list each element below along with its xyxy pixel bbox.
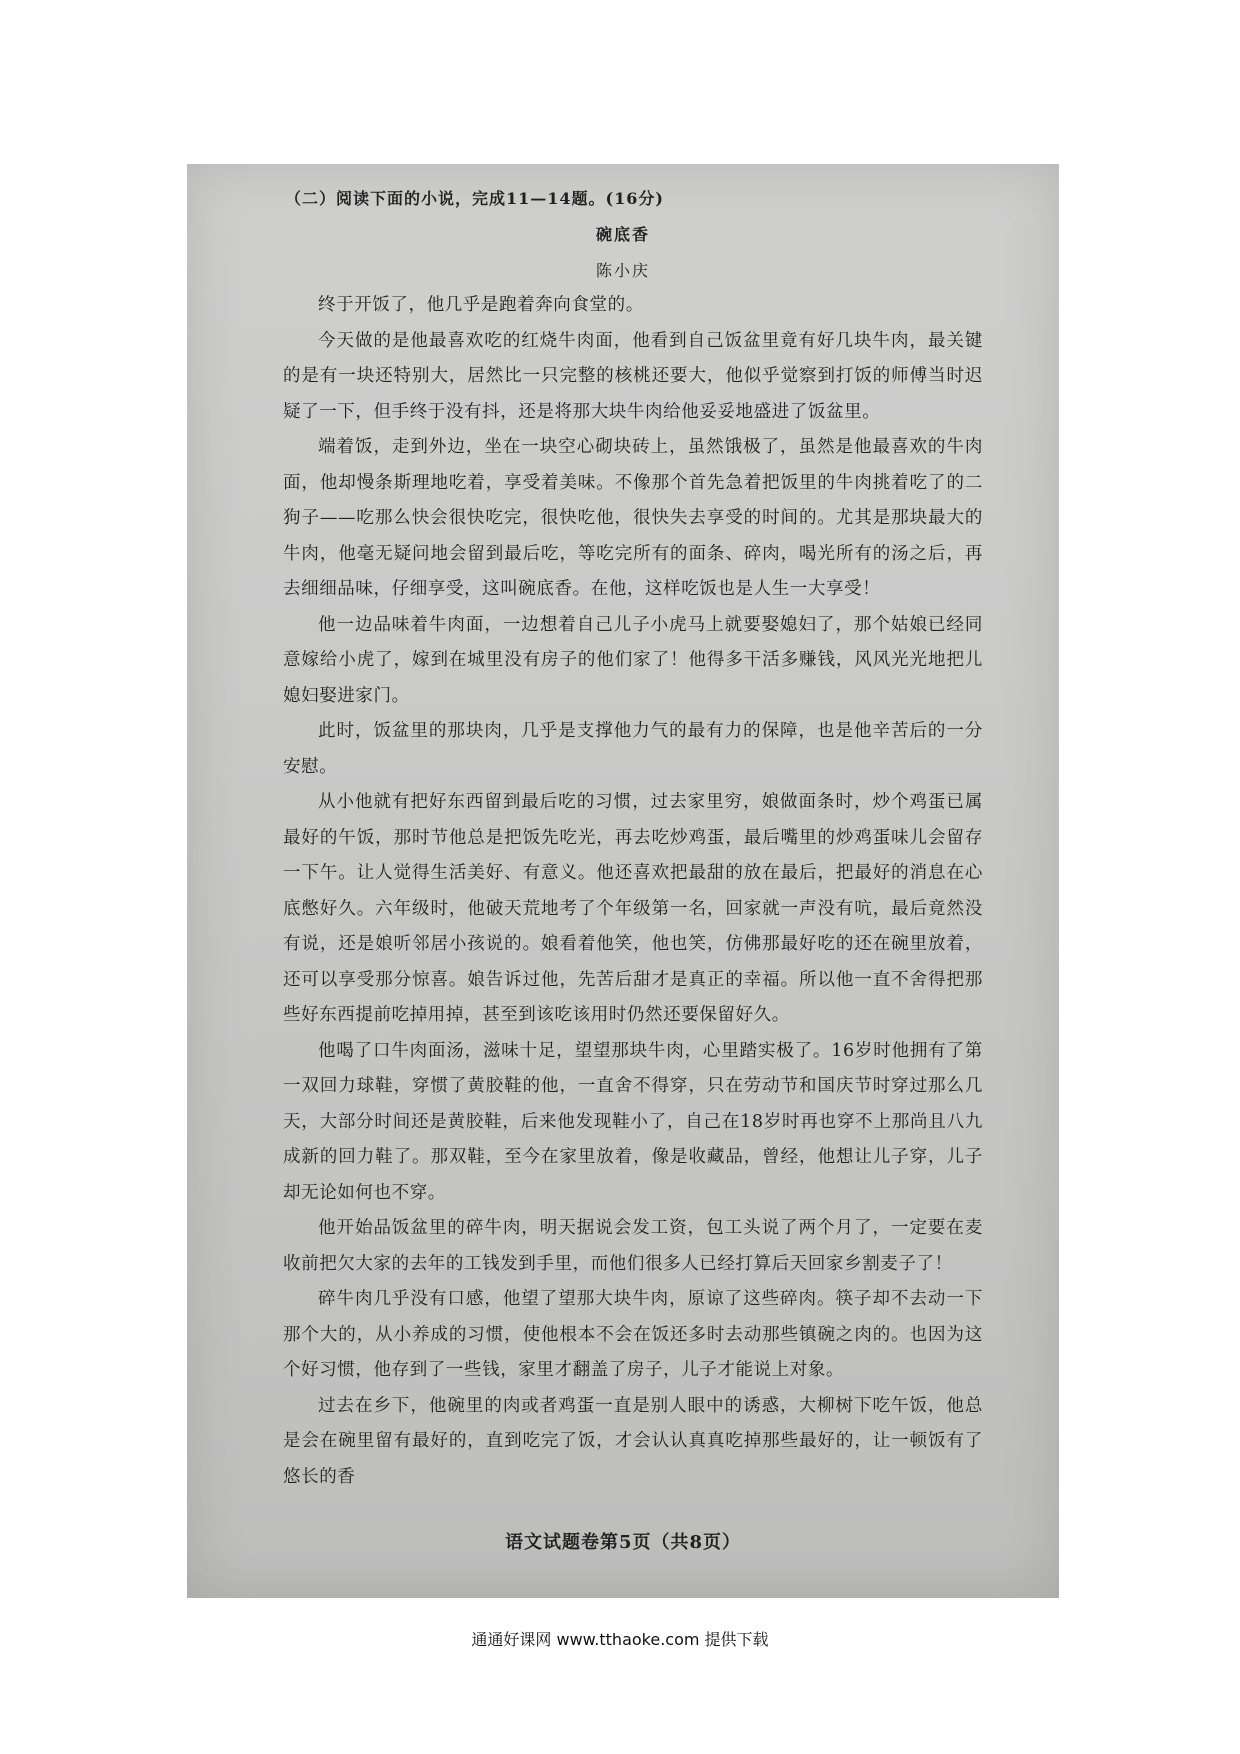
photographed-exam-page xyxy=(187,164,1059,1598)
exam-sheet xyxy=(187,164,1059,1598)
story-title: 碗底香 xyxy=(595,225,650,244)
story-paragraph: 他一边品味着牛肉面，一边想着自己儿子小虎马上就要娶媳妇了，那个姑娘已经同意嫁给小虎了，嫁到在城里没有房子的他们家了！他得多干活多赚钱，风风光光地把儿媳妇娶进家门。 xyxy=(283,614,983,706)
story-paragraph: 端着饭，走到外边，坐在一块空心砌块砖上，虽然饿极了，虽然是他最喜欢的牛肉面，他却慢条斯理地吃着，享受着美味。不像那个首先急着把饭里的牛肉挑着吃了的二狗子——吃那么快会很快吃完，很快吃他，很快失去享受的时间的。尤其是那块最大的牛肉，他毫无疑问地会留到最后吃，等吃完所有的面条、碎肉，喝光所有的汤之后，再去细细品味，仔细享受，这叫碗底香。在他，这样吃饭也是人生一大享受！ xyxy=(283,437,983,599)
story-paragraph: 他开始品饭盆里的碎牛肉，明天据说会发工资，包工头说了两个月了，一定要在麦收前把欠大家的去年的工钱发到手里，而他们很多人已经打算后天回家乡割麦子了！ xyxy=(283,1218,983,1274)
story-paragraph: 今天做的是他最喜欢吃的红烧牛肉面，他看到自己饭盆里竟有好几块牛肉，最关键的是有一块还特别大，居然比一只完整的核桃还要大，他似乎觉察到打饭的师傅当时迟疑了一下，但手终于没有抖，还是将那大块牛肉给他妥妥地盛进了饭盆里。 xyxy=(283,330,983,422)
story-author: 陈小庆 xyxy=(595,261,650,280)
story-paragraph: 过去在乡下，他碗里的肉或者鸡蛋一直是别人眼中的诱惑，大柳树下吃午饭，他总是会在碗里留有最好的，直到吃完了饭，才会认认真真吃掉那些最好的，让一顿饭有了悠长的香 xyxy=(283,1395,983,1487)
story-body xyxy=(283,288,983,1495)
story-paragraph: 碎牛肉几乎没有口感，他望了望那大块牛肉，原谅了这些碎肉。筷子却不去动一下那个大的，从小养成的习惯，使他根本不会在饭还多时去动那些镇碗之肉的。也因为这个好习惯，他存到了一些钱，家里才翻盖了房子，儿子才能说上对象。 xyxy=(283,1289,983,1380)
story-paragraph: 此时，饭盆里的那块肉，几乎是支撑他力气的最有力的保障，也是他辛苦后的一分安慰。 xyxy=(283,721,983,777)
download-watermark: 通通好课网 www.tthaoke.com 提供下载 xyxy=(471,1630,769,1649)
page-footer: 语文试题卷第5页（共8页） xyxy=(504,1532,742,1553)
story-paragraph: 他喝了口牛肉面汤，滋味十足，望望那块牛肉，心里踏实极了。16岁时他拥有了第一双回力球鞋，穿惯了黄胶鞋的他，一直舍不得穿，只在劳动节和国庆节时穿过那么几天，大部分时间还是黄胶鞋，后来他发现鞋小了，自己在18岁时再也穿不上那尚且八九成新的回力鞋了。那双鞋，至今在家里放着，像是收藏品，曾经，他想让儿子穿，儿子却无论如何也不穿。 xyxy=(283,1040,983,1203)
story-paragraph: 终于开饭了，他几乎是跑着奔向食堂的。 xyxy=(318,295,644,315)
section-heading: （二）阅读下面的小说，完成11—14题。(16分) xyxy=(285,189,664,208)
story-paragraph: 从小他就有把好东西留到最后吃的习惯，过去家里穷，娘做面条时，炒个鸡蛋已属最好的午饭，那时节他总是把饭先吃光，再去吃炒鸡蛋，最后嘴里的炒鸡蛋味儿会留存一下午。让人觉得生活美好、有意义。他还喜欢把最甜的放在最后，把最好的消息在心底憋好久。六年级时，他破天荒地考了个年级第一名，回家就一声没有吭，最后竟然没有说，还是娘听邻居小孩说的。娘看着他笑，他也笑，仿佛那最好吃的还在碗里放着，还可以享受那分惊喜。娘告诉过他，先苦后甜才是真正的幸福。所以他一直不舍得把那些好东西提前吃掉用掉，甚至到该吃该用时仍然还要保留好久。 xyxy=(283,792,983,1025)
